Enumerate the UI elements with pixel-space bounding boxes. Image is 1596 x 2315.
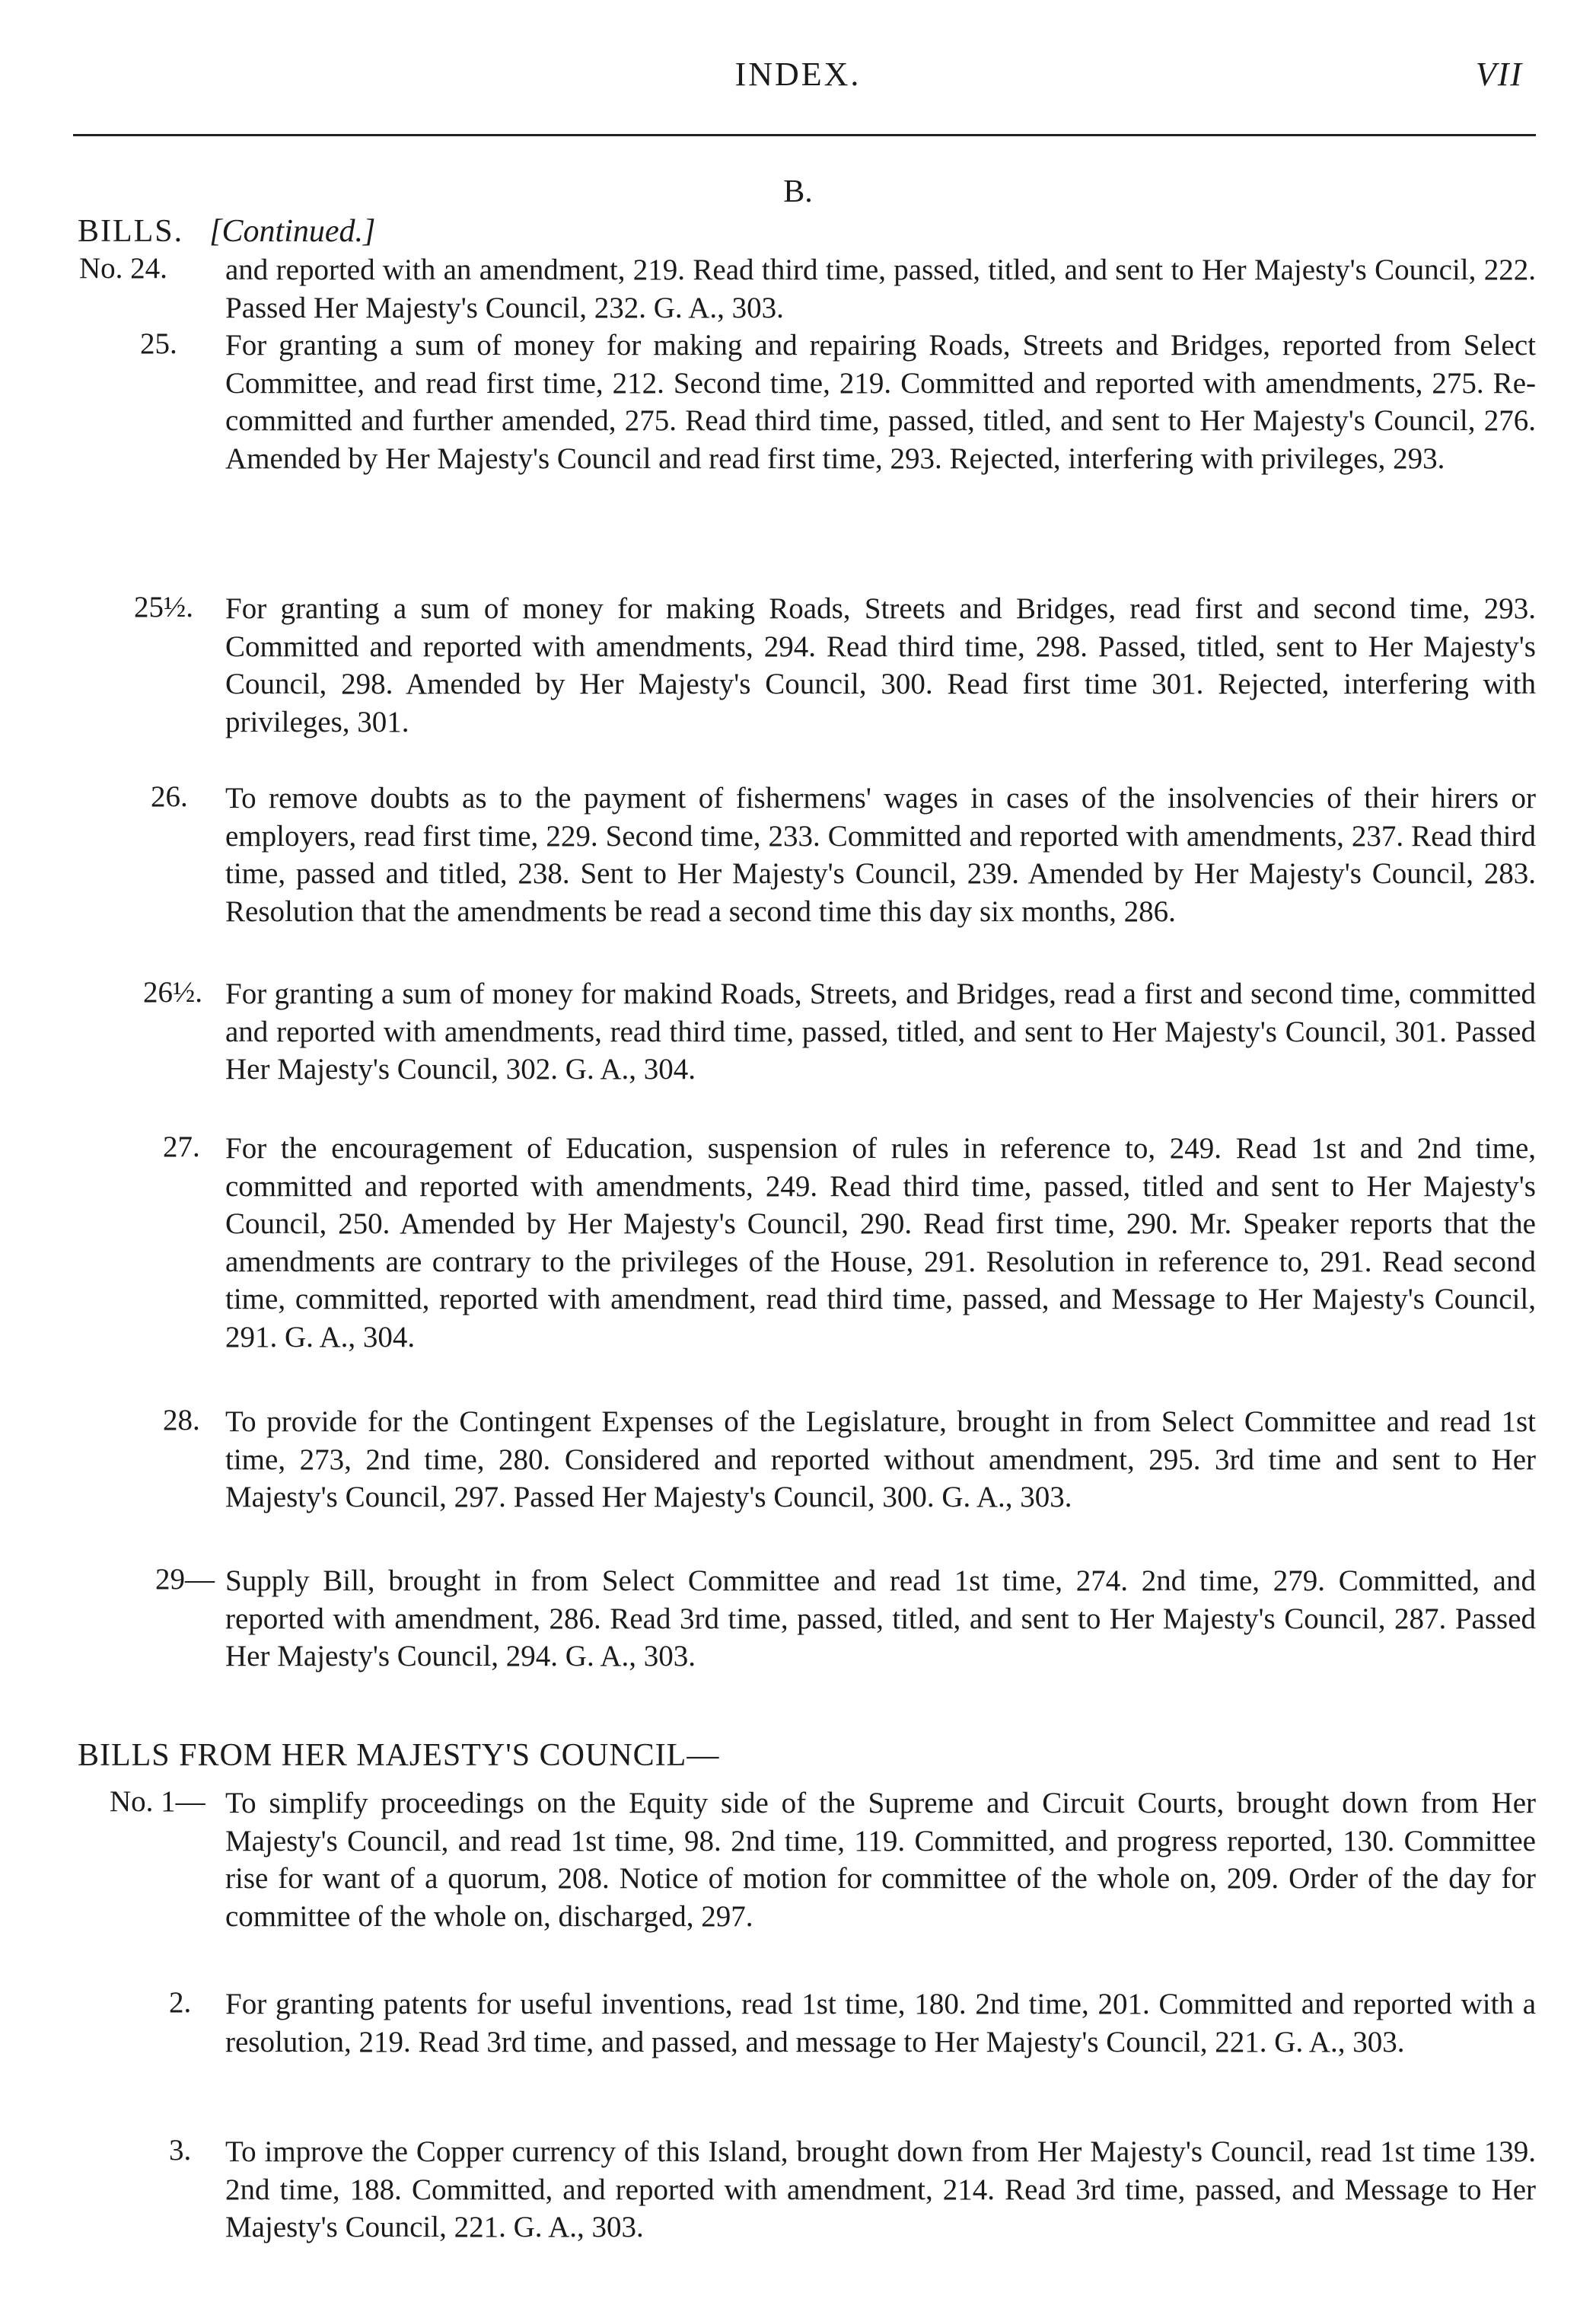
bill-text: To simplify proceedings on the Equity side of the Supreme and Circuit Courts, brought down from Her Majesty's Council, and read 1st time, 98. 2nd time, 119. Committed, and progress reported, 130. Committee rise for want of a quorum, 208. Notice of motion for committee of the whole on, 209. Order of the day for committee of the whole on, discharged, 297. [225,1787,1536,1933]
bill-text: For granting patents for useful inventions, read 1st time, 180. 2nd time, 201. Committed and reported with a resolution, 219. Read 3rd time, and passed, and message to Her Majesty's Council, 221. G. A., 303. [225,1988,1536,2058]
bill-number: 29— [155,1563,215,1596]
header-rule [73,134,1536,136]
bill-number: 27. [163,1130,200,1163]
bill-number: 25½. [134,591,193,623]
page-number: VII [1475,56,1523,93]
bill-text: To improve the Copper currency of this Island, brought down from Her Majesty's Council, read 1st time 139. 2nd time, 188. Committed, and reported with amendment, 214. Read 3rd time, passed, and Message to Her Majesty's Council, 221. G. A., 303. [225,2135,1536,2243]
bill-number: No. 1— [110,1785,205,1818]
bill-number: No. 24. [79,252,167,285]
bills-heading [78,213,375,250]
bill-number: 26. [151,780,188,813]
bill-number: 28. [163,1404,200,1437]
bill-text: For the encouragement of Education, suspension of rules in reference to, 249. Read 1st and 2nd time, committed and reported with amendments, 249. Read third time, passed, titled and sent to Her Majesty's Council, 250. Amended by Her Majesty's Council, 290. Read first time, 290. Mr. Speaker reports that the amendments are contrary to the privileges of the House, 291. Resolution in reference to, 291. Read second time, committed, reported with amendment, read third time, passed, and Message to Her Majesty's Council, 291. G. A., 304. [225,1132,1536,1354]
running-title: INDEX. [734,56,862,93]
bill-number: 26½. [143,976,202,1009]
bill-number: 2. [169,1986,192,2019]
continued-label: [Continued.] [209,214,376,249]
bill-text: Supply Bill, brought in from Select Committee and read 1st time, 274. 2nd time, 279. Committed, and reported with amendment, 286. Read 3rd time, passed, titled, and sent to Her Majesty's Council, 287. Passed Her Majesty's Council, 294. G. A., 303. [225,1564,1536,1672]
bill-number: 25. [140,327,177,360]
bill-number: 3. [169,2134,192,2167]
bills-heading-label: BILLS. [78,214,184,249]
bill-text: For granting a sum of money for makind Roads, Streets, and Bridges, read a first and second time, committed and reported with amendments, read third time, passed, titled, and sent to Her Majesty's Council, 301. Passed Her Majesty's Council, 302. G. A., 304. [225,977,1536,1086]
bill-text: and reported with an amendment, 219. Read third time, passed, titled, and sent to Her Majesty's Council, 222. Passed Her Majesty's Council, 232. G. A., 303. [225,254,1536,324]
council-bills-heading: BILLS FROM HER MAJESTY'S COUNCIL— [78,1738,720,1773]
bill-text: To provide for the Contingent Expenses of the Legislature, brought in from Select Committee and read 1st time, 273, 2nd time, 280. Considered and reported without amendment, 295. 3rd time and sent to Her Majesty's Council, 297. Passed Her Majesty's Council, 300. G. A., 303. [225,1405,1536,1513]
section-letter: B. [783,174,813,209]
bill-text: To remove doubts as to the payment of fishermens' wages in cases of the insolvencies of their hirers or employers, read first time, 229. Second time, 233. Committed and reported with amendments, 237. Read third time, passed and titled, 238. Sent to Her Majesty's Council, 239. Amended by Her Majesty's Council, 283. Resolution that the amendments be read a second time this day six months, 286. [225,782,1536,928]
bill-text: For granting a sum of money for making and repairing Roads, Streets and Bridges, reported from Select Committee, and read first time, 212. Second time, 219. Committed and reported with amendments, 275. Re-committed and further amended, 275. Read third time, passed, titled, and sent to Her Majesty's Council, 276. Amended by Her Majesty's Council and read first time, 293. Rejected, interfering with privileges, 293. [225,329,1536,475]
bill-text: For granting a sum of money for making Roads, Streets and Bridges, read first and second time, 293. Committed and reported with amendments, 294. Read third time, 298. Passed, titled, sent to Her Majesty's Council, 298. Amended by Her Majesty's Council, 300. Read first time 301. Rejected, interfering with privileges, 301. [225,592,1536,738]
